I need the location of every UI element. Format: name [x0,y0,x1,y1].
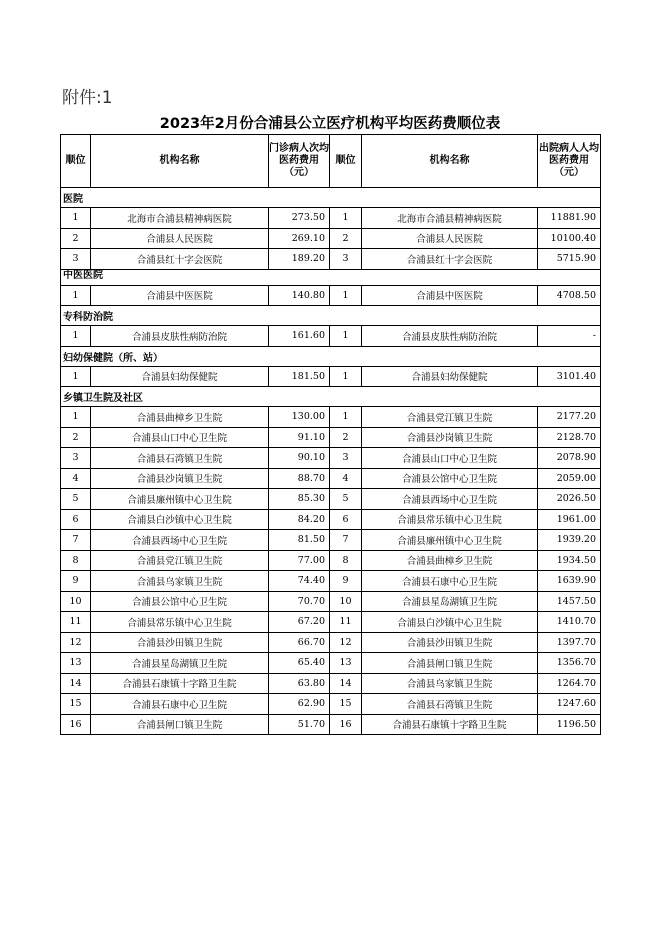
row-rank-2: 13 [330,653,362,674]
row-outpatient-cost: 189.20 [269,249,330,270]
row-inpatient-cost: 2026.50 [538,489,601,510]
row-outpatient-name: 合浦县星岛湖镇卫生院 [91,653,269,674]
row-outpatient-name: 北海市合浦县精神病医院 [91,208,269,229]
section-title: 医院 [61,188,601,208]
row-inpatient-name: 合浦县西场中心卫生院 [362,489,538,510]
row-rank: 16 [61,714,91,735]
row-outpatient-cost: 81.50 [269,530,330,551]
row-rank: 12 [61,632,91,653]
row-inpatient-cost: 1356.70 [538,653,601,674]
row-rank: 8 [61,550,91,571]
header-inpatient-cost: 出院病人人均医药费用（元） [538,135,601,188]
table-row [61,489,601,510]
row-inpatient-name: 合浦县曲樟乡卫生院 [362,550,538,571]
row-rank-2: 1 [330,208,362,229]
page-title: 2023年2月份合浦县公立医疗机构平均医药费顺位表 [159,116,501,132]
header-outpatient-cost: 门诊病人次均医药费用（元） [269,135,330,188]
row-outpatient-name: 合浦县闸口镇卫生院 [91,714,269,735]
row-outpatient-cost: 77.00 [269,550,330,571]
row-rank: 15 [61,694,91,715]
header-rank-2: 顺位 [330,135,362,188]
row-outpatient-name: 合浦县常乐镇中心卫生院 [91,612,269,633]
table-row [61,509,601,530]
row-outpatient-name: 合浦县白沙镇中心卫生院 [91,509,269,530]
row-rank: 7 [61,530,91,551]
row-inpatient-cost: 1247.60 [538,694,601,715]
row-outpatient-cost: 51.70 [269,714,330,735]
row-rank: 13 [61,653,91,674]
ranking-table [60,134,601,735]
row-inpatient-cost: 1457.50 [538,591,601,612]
row-outpatient-cost: 90.10 [269,448,330,469]
row-inpatient-cost: 2128.70 [538,427,601,448]
row-outpatient-cost: 67.20 [269,612,330,633]
row-rank-2: 2 [330,427,362,448]
row-rank-2: 1 [330,326,362,347]
row-rank: 1 [61,366,91,387]
row-rank-2: 5 [330,489,362,510]
row-outpatient-name: 合浦县乌家镇卫生院 [91,571,269,592]
section-row [61,306,601,326]
table-row [61,653,601,674]
row-outpatient-name: 合浦县廉州镇中心卫生院 [91,489,269,510]
row-rank-2: 7 [330,530,362,551]
row-inpatient-name: 合浦县乌家镇卫生院 [362,673,538,694]
row-rank-2: 10 [330,591,362,612]
row-outpatient-cost: 88.70 [269,468,330,489]
section-row [61,188,601,208]
row-inpatient-cost: 2177.20 [538,407,601,428]
row-outpatient-name: 合浦县曲樟乡卫生院 [91,407,269,428]
row-outpatient-name: 合浦县人民医院 [91,228,269,249]
row-rank: 11 [61,612,91,633]
row-rank: 14 [61,673,91,694]
header-rank: 顺位 [61,135,91,188]
row-outpatient-cost: 140.80 [269,285,330,306]
row-rank-2: 6 [330,509,362,530]
row-inpatient-name: 合浦县妇幼保健院 [362,366,538,387]
table-row [61,591,601,612]
row-outpatient-name: 合浦县公馆中心卫生院 [91,591,269,612]
row-inpatient-cost: 3101.40 [538,366,601,387]
row-inpatient-name: 合浦县石康中心卫生院 [362,571,538,592]
row-inpatient-name: 合浦县山口中心卫生院 [362,448,538,469]
row-rank-2: 9 [330,571,362,592]
table-row [61,612,601,633]
row-rank-2: 3 [330,448,362,469]
row-inpatient-cost: 2078.90 [538,448,601,469]
row-rank: 1 [61,326,91,347]
row-outpatient-cost: 85.30 [269,489,330,510]
table-row [61,694,601,715]
row-outpatient-name: 合浦县石康镇十字路卫生院 [91,673,269,694]
row-rank: 3 [61,448,91,469]
row-rank-2: 3 [330,249,362,270]
row-outpatient-cost: 273.50 [269,208,330,229]
table-row [61,285,601,306]
row-inpatient-cost: 1939.20 [538,530,601,551]
table-row [61,366,601,387]
table-row [61,427,601,448]
section-row [61,387,601,407]
row-inpatient-cost: 5715.90 [538,249,601,270]
table-row [61,673,601,694]
row-rank-2: 14 [330,673,362,694]
row-rank: 3 [61,249,91,270]
section-title: 乡镇卫生院及社区 [61,387,601,407]
row-outpatient-cost: 84.20 [269,509,330,530]
row-inpatient-name: 合浦县廉州镇中心卫生院 [362,530,538,551]
row-rank-2: 15 [330,694,362,715]
table-row [61,468,601,489]
section-row [61,346,601,366]
table-row [61,714,601,735]
table-row [61,249,601,270]
row-inpatient-cost: 1934.50 [538,550,601,571]
row-inpatient-name: 合浦县沙田镇卫生院 [362,632,538,653]
row-inpatient-cost: 1639.90 [538,571,601,592]
row-outpatient-cost: 65.40 [269,653,330,674]
row-outpatient-name: 合浦县沙田镇卫生院 [91,632,269,653]
row-rank-2: 1 [330,285,362,306]
row-outpatient-cost: 74.40 [269,571,330,592]
row-inpatient-name: 合浦县星岛湖镇卫生院 [362,591,538,612]
row-rank: 1 [61,285,91,306]
row-rank-2: 1 [330,366,362,387]
row-rank: 5 [61,489,91,510]
table-row [61,407,601,428]
row-outpatient-name: 合浦县党江镇卫生院 [91,550,269,571]
row-rank-2: 8 [330,550,362,571]
row-inpatient-name: 合浦县石康镇十字路卫生院 [362,714,538,735]
row-outpatient-cost: 269.10 [269,228,330,249]
header-name: 机构名称 [91,135,269,188]
row-inpatient-name: 北海市合浦县精神病医院 [362,208,538,229]
row-inpatient-name: 合浦县红十字会医院 [362,249,538,270]
row-outpatient-cost: 70.70 [269,591,330,612]
row-rank: 4 [61,468,91,489]
table-row [61,530,601,551]
row-outpatient-cost: 130.00 [269,407,330,428]
row-inpatient-name: 合浦县公馆中心卫生院 [362,468,538,489]
row-inpatient-name: 合浦县党江镇卫生院 [362,407,538,428]
row-inpatient-cost: 1264.70 [538,673,601,694]
row-rank: 10 [61,591,91,612]
section-title: 妇幼保健院（所、站） [61,346,601,366]
row-rank-2: 12 [330,632,362,653]
row-rank-2: 11 [330,612,362,633]
row-inpatient-cost: 2059.00 [538,468,601,489]
row-outpatient-cost: 161.60 [269,326,330,347]
table-row [61,550,601,571]
row-outpatient-cost: 62.90 [269,694,330,715]
row-outpatient-name: 合浦县西场中心卫生院 [91,530,269,551]
table-row [61,208,601,229]
row-outpatient-name: 合浦县皮肤性病防治院 [91,326,269,347]
section-row [61,269,601,285]
row-outpatient-name: 合浦县石康中心卫生院 [91,694,269,715]
row-inpatient-name: 合浦县皮肤性病防治院 [362,326,538,347]
row-rank-2: 1 [330,407,362,428]
row-outpatient-cost: 181.50 [269,366,330,387]
row-outpatient-cost: 63.80 [269,673,330,694]
row-inpatient-name: 合浦县石湾镇卫生院 [362,694,538,715]
row-inpatient-cost: 1961.00 [538,509,601,530]
row-rank: 2 [61,228,91,249]
row-inpatient-cost: - [538,326,601,347]
row-outpatient-name: 合浦县妇幼保健院 [91,366,269,387]
row-rank: 1 [61,407,91,428]
row-inpatient-name: 合浦县中医医院 [362,285,538,306]
row-inpatient-cost: 1196.50 [538,714,601,735]
row-rank-2: 16 [330,714,362,735]
table-row [61,632,601,653]
row-inpatient-cost: 11881.90 [538,208,601,229]
row-outpatient-name: 合浦县山口中心卫生院 [91,427,269,448]
table-row [61,571,601,592]
row-rank: 6 [61,509,91,530]
row-rank-2: 4 [330,468,362,489]
row-outpatient-name: 合浦县石湾镇卫生院 [91,448,269,469]
attachment-label: 附件:1 [62,88,113,108]
section-title: 专科防治院 [61,306,601,326]
row-outpatient-name: 合浦县红十字会医院 [91,249,269,270]
table-row [61,448,601,469]
row-inpatient-cost: 1410.70 [538,612,601,633]
row-rank: 2 [61,427,91,448]
table-header-row [61,135,601,188]
row-rank-2: 2 [330,228,362,249]
row-outpatient-cost: 66.70 [269,632,330,653]
table-row [61,326,601,347]
row-outpatient-name: 合浦县沙岗镇卫生院 [91,468,269,489]
row-inpatient-cost: 10100.40 [538,228,601,249]
row-inpatient-cost: 4708.50 [538,285,601,306]
row-inpatient-name: 合浦县人民医院 [362,228,538,249]
row-inpatient-cost: 1397.70 [538,632,601,653]
row-inpatient-name: 合浦县白沙镇中心卫生院 [362,612,538,633]
row-inpatient-name: 合浦县闸口镇卫生院 [362,653,538,674]
header-name-2: 机构名称 [362,135,538,188]
table-row [61,228,601,249]
section-title: 中医医院 [61,269,601,285]
row-rank: 1 [61,208,91,229]
row-outpatient-cost: 91.10 [269,427,330,448]
row-outpatient-name: 合浦县中医医院 [91,285,269,306]
row-rank: 9 [61,571,91,592]
row-inpatient-name: 合浦县常乐镇中心卫生院 [362,509,538,530]
row-inpatient-name: 合浦县沙岗镇卫生院 [362,427,538,448]
